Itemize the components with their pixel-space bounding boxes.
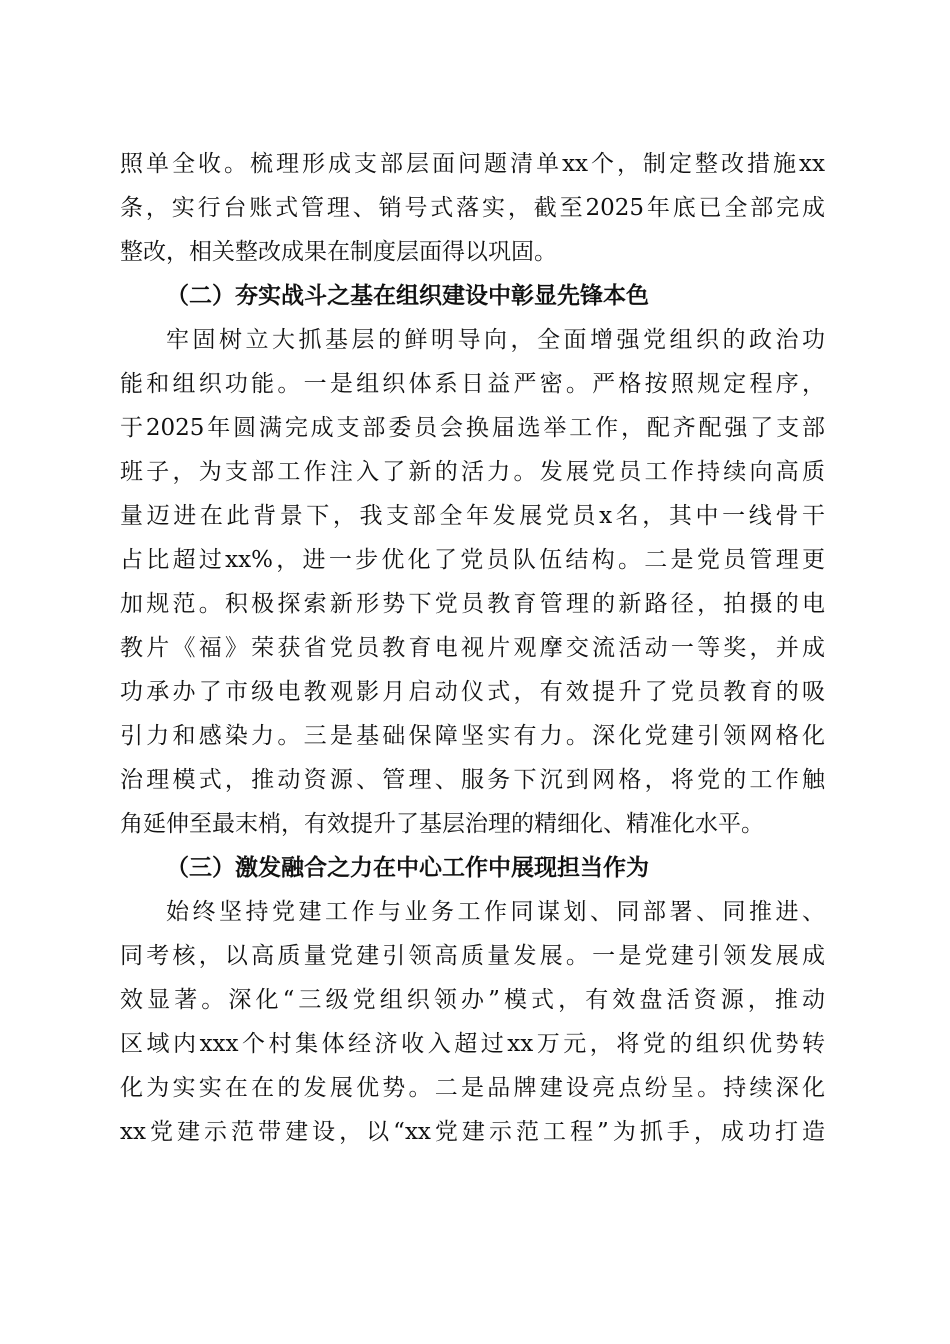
paragraph-line: 条，实行台账式管理、销号式落实，截至2025年底已全部完成	[120, 195, 825, 221]
section-heading: （二）夯实战斗之基在组织建设中彰显先锋本色	[166, 282, 649, 309]
paragraph-line: 加规范。积极探索新形势下党员教育管理的新路径，拍摄的电	[120, 591, 825, 617]
paragraph-line: 角延伸至最末梢，有效提升了基层治理的精细化、精准化水平。	[120, 811, 764, 837]
paragraph-line: 牢固树立大抓基层的鲜明导向，全面增强党组织的政治功	[166, 327, 825, 353]
paragraph-line: 治理模式，推动资源、管理、服务下沉到网格，将党的工作触	[120, 767, 825, 793]
paragraph-line: 效显著。深化“三级党组织领办”模式，有效盘活资源，推动	[120, 987, 825, 1013]
section-heading: （三）激发融合之力在中心工作中展现担当作为	[166, 854, 649, 881]
paragraph-line: 始终坚持党建工作与业务工作同谋划、同部署、同推进、	[166, 899, 825, 925]
paragraph-line: 量迈进在此背景下，我支部全年发展党员x名，其中一线骨干	[120, 503, 825, 529]
paragraph-line: 占比超过xx%，进一步优化了党员队伍结构。二是党员管理更	[120, 547, 825, 573]
paragraph-line: 照单全收。梳理形成支部层面问题清单xx个，制定整改措施xx	[120, 151, 825, 177]
paragraph-line: 功承办了市级电教观影月启动仪式，有效提升了党员教育的吸	[120, 679, 825, 705]
paragraph-line: 于2025年圆满完成支部委员会换届选举工作，配齐配强了支部	[120, 415, 825, 441]
paragraph-line: 教片《福》荣获省党员教育电视片观摩交流活动一等奖，并成	[120, 635, 825, 661]
paragraph-line: xx党建示范带建设，以“xx党建示范工程”为抓手，成功打造	[120, 1119, 825, 1145]
paragraph-line: 区域内xxx个村集体经济收入超过xx万元，将党的组织优势转	[120, 1031, 825, 1057]
paragraph-line: 整改，相关整改成果在制度层面得以巩固。	[120, 239, 557, 265]
paragraph-line: 化为实实在在的发展优势。二是品牌建设亮点纷呈。持续深化	[120, 1075, 825, 1101]
paragraph-line: 引力和感染力。三是基础保障坚实有力。深化党建引领网格化	[120, 723, 825, 749]
paragraph-line: 能和组织功能。一是组织体系日益严密。严格按照规定程序，	[120, 371, 825, 397]
paragraph-line: 班子，为支部工作注入了新的活力。发展党员工作持续向高质	[120, 459, 825, 485]
paragraph-line: 同考核，以高质量党建引领高质量发展。一是党建引领发展成	[120, 943, 825, 969]
